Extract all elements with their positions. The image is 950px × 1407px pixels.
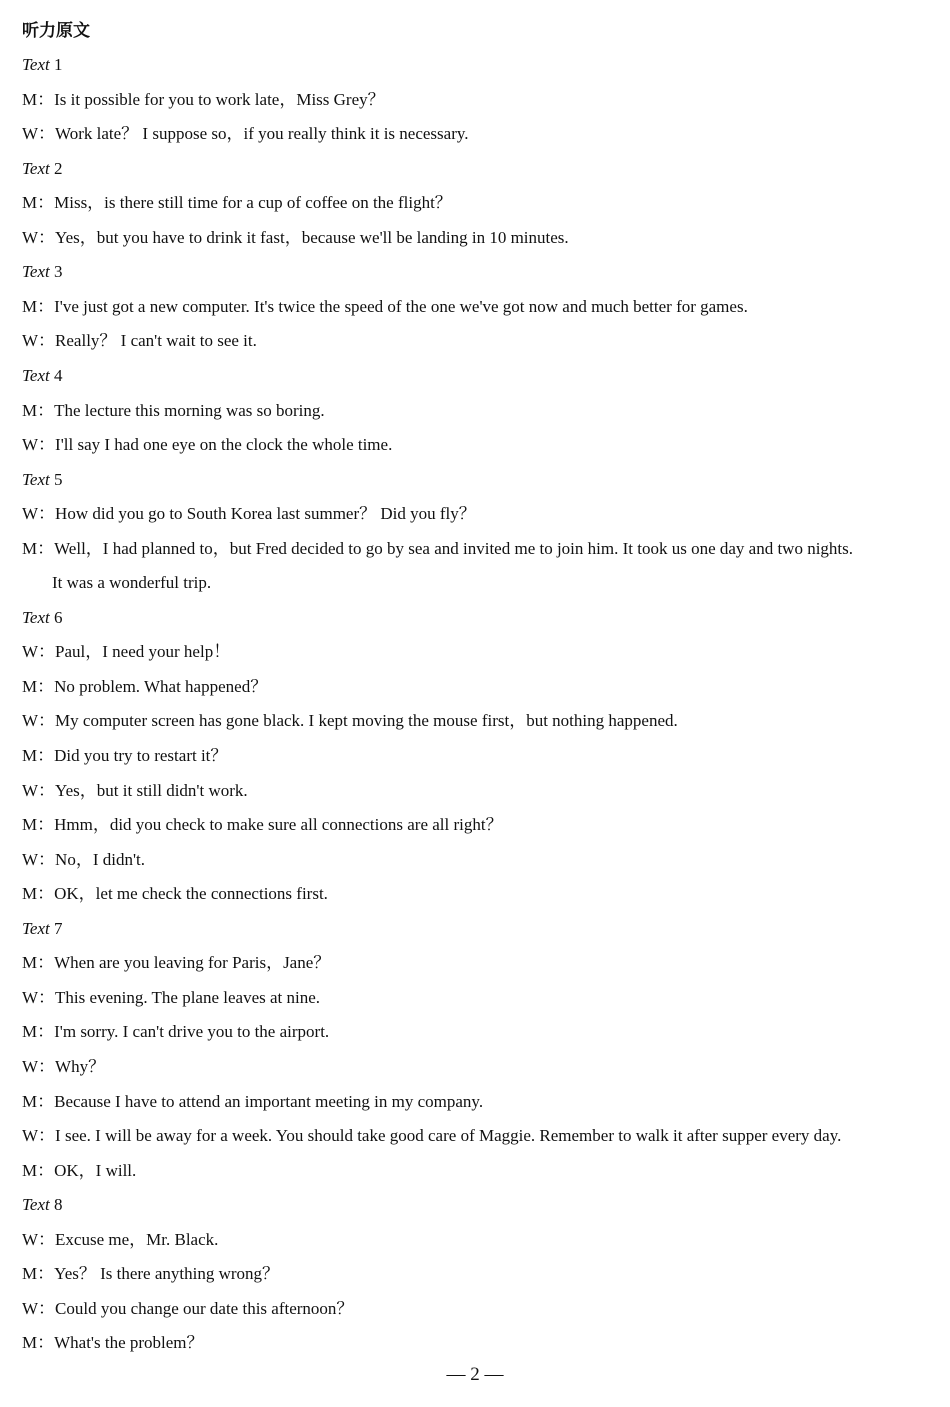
dialog-line: M：I've just got a new computer. It's twice the speed of the one we've got now and much better for games. bbox=[22, 296, 748, 316]
dialog-line: M：Well，I had planned to，but Fred decided to go by sea and invited me to join him. It took us one day and two nights. bbox=[22, 538, 854, 558]
dialog-line: M：OK，let me check the connections first. bbox=[22, 884, 328, 904]
section-label-word: Text bbox=[22, 918, 50, 938]
section-label-word: Text bbox=[22, 1195, 50, 1215]
dialog-line: W：I'll say I had one eye on the clock the whole time. bbox=[22, 435, 393, 455]
dialog-line: W：I see. I will be away for a week. You should take good care of Maggie. Remember to walk it after supper every day. bbox=[22, 1126, 842, 1146]
dialog-line-continuation: It was a wonderful trip. bbox=[52, 573, 212, 593]
section-label-number: 3 bbox=[53, 262, 63, 282]
section-label bbox=[22, 159, 932, 179]
dialog-line: W：Yes，but you have to drink it fast，because we'll be landing in 10 minutes. bbox=[22, 227, 569, 247]
section-label-word: Text bbox=[22, 469, 50, 489]
dialog-line: M：I'm sorry. I can't drive you to the airport. bbox=[22, 1022, 330, 1042]
section-label-word: Text bbox=[22, 262, 50, 282]
dialog-line: W：Why？ bbox=[22, 1056, 106, 1076]
dialog-line: W：Paul，I need your help！ bbox=[22, 642, 231, 662]
dialog-line: W：Work late？ I suppose so，if you really think it is necessary. bbox=[22, 124, 469, 144]
section-label-number: 8 bbox=[53, 1195, 63, 1215]
section-label-number: 5 bbox=[53, 469, 63, 489]
dialog-line: M：No problem. What happened？ bbox=[22, 676, 268, 696]
section-label-word: Text bbox=[22, 55, 50, 74]
section-label-number: 4 bbox=[53, 365, 63, 385]
section-label-word: Text bbox=[22, 607, 50, 627]
dialog-line: W：My computer screen has gone black. I kept moving the mouse first，but nothing happened. bbox=[22, 711, 678, 731]
section-label-word: Text bbox=[22, 365, 50, 385]
dialog-line: M：Miss，is there still time for a cup of coffee on the flight？ bbox=[22, 193, 452, 213]
dialog-line: W：Really？ I can't wait to see it. bbox=[22, 331, 257, 351]
dialog-line: M：Hmm，did you check to make sure all connections are all right？ bbox=[22, 815, 503, 835]
section-label bbox=[22, 470, 932, 490]
section-label-number: 7 bbox=[53, 918, 63, 938]
section-label bbox=[22, 366, 932, 386]
dialog-line: M：The lecture this morning was so boring. bbox=[22, 400, 325, 420]
dialog-line: W：Yes，but it still didn't work. bbox=[22, 780, 248, 800]
section-label bbox=[22, 608, 932, 628]
section-label-number: 2 bbox=[53, 158, 63, 178]
section-label-word: Text bbox=[22, 158, 50, 178]
dialog-line: M：OK，I will. bbox=[22, 1160, 137, 1180]
page-number: — 2 — bbox=[446, 1364, 504, 1385]
dialog-line: W：Excuse me，Mr. Black. bbox=[22, 1229, 219, 1249]
page-title: 听力原文 bbox=[22, 21, 90, 41]
dialog-line: M：When are you leaving for Paris，Jane？ bbox=[22, 953, 331, 973]
section-label bbox=[22, 1195, 932, 1215]
section-label-number: 6 bbox=[53, 607, 63, 627]
dialog-line: W：Could you change our date this afternoon？ bbox=[22, 1298, 354, 1318]
section-label bbox=[22, 55, 932, 75]
dialog-line: W：How did you go to South Korea last summer？ Did you fly？ bbox=[22, 504, 476, 524]
section-label-number: 1 bbox=[53, 55, 63, 74]
dialog-line: M：Because I have to attend an important meeting in my company. bbox=[22, 1091, 484, 1111]
dialog-line: M：Yes？ Is there anything wrong？ bbox=[22, 1264, 280, 1284]
dialog-line: M：Did you try to restart it？ bbox=[22, 746, 228, 765]
dialog-line: W：No，I didn't. bbox=[22, 849, 145, 869]
dialog-line: M：Is it possible for you to work late，Miss Grey？ bbox=[22, 89, 385, 109]
dialog-line: W：This evening. The plane leaves at nine. bbox=[22, 987, 321, 1007]
dialog-line: M：What's the problem？ bbox=[22, 1333, 204, 1353]
section-label bbox=[22, 919, 932, 939]
section-label bbox=[22, 262, 932, 282]
